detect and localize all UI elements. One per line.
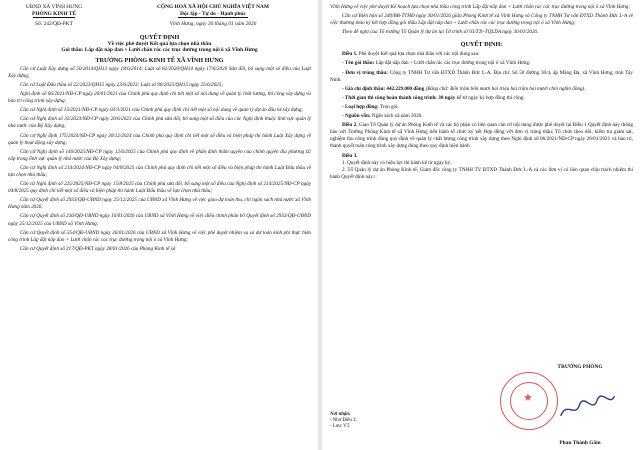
- price-in-words: (Bằng chữ: Bốn trăm bốn mươi hai triệu hai trăm hai mươi chín nghìn đồng).: [424, 85, 586, 92]
- document-page-right: [322, 0, 640, 450]
- price-line: [330, 86, 633, 93]
- legal-basis-item: Căn cứ Luật Xây dựng số 50/2014/QH13 ngày 18/6/2014; Luật số 62/2020/QH14 ngày 17/6/2020 Sửa đổi, bổ sung một số điều của Luật Xây dựng;: [8, 65, 311, 79]
- issuing-authority-block: [8, 4, 100, 28]
- stamp-star-icon: ★: [523, 392, 533, 404]
- duration-label: - Thời gian thi công hoàn thành công trình: 30 ngày: [342, 94, 456, 101]
- article-1: [330, 51, 633, 58]
- article-3-item-1: 1. Quyết định này có hiệu lực thi hành kể từ ngày ký.: [342, 159, 452, 166]
- handwritten-signature: [556, 392, 619, 426]
- legal-basis-list: [8, 66, 311, 253]
- legal-basis-item: Căn cứ Nghị định số 15/2021/NĐ-CP ngày 03/3/2021 của Chính phủ quy định chi tiết một số nội dung về quản lý dự án đầu tư xây dựng;: [20, 107, 304, 114]
- legal-basis-item: Căn cứ Quyết định số 216/QĐ-UBND ngày 16/01/2026 của UBND xã Vĩnh Hưng về việc điều chỉnh phân bổ Quyết định số 2933/QĐ-UBND ngày 25/12/2025 của UBND xã Vĩnh Hưng;: [8, 213, 311, 227]
- recipient-item: - Lưu: VT.: [330, 424, 351, 429]
- winner-line: [330, 70, 633, 84]
- package-name-line: [330, 60, 633, 67]
- decision-subject-line-2: Gói thầu: Lắp đặt nắp đan + Lưới chắn rác các trục đường trong nội ô xã Vĩnh Hưng: [61, 47, 258, 54]
- issuer-heading: TRƯỞNG PHÒNG KINH TẾ XÃ VĨNH HƯNG: [95, 56, 224, 64]
- article-3: [330, 153, 633, 160]
- funding-value: Ngân sách xã năm 2026.: [370, 113, 423, 120]
- document-header: [8, 4, 311, 28]
- decision-heading: QUYẾT ĐỊNH:: [460, 41, 503, 49]
- article-1-text: Phê duyệt Kết quả lựa chọn nhà thầu với các nội dung sau:: [357, 51, 480, 58]
- contract-type-value: Trọn gói.: [378, 103, 399, 110]
- decision-subject-line-1: Về việc phê duyệt Kết quả lựa chọn nhà thầu: [107, 40, 212, 47]
- legal-basis-item: Căn cứ Luật Đấu thầu số 22/2023/QH15 ngày 23/6/2023; Luật số 90/2025/QH15 ngày 25/6/2025;: [20, 81, 224, 88]
- package-value: Lắp đặt nắp đan + Lưới chắn rác các trục đường trong nội ô xã Vĩnh Hưng.: [374, 60, 531, 67]
- signer-name: Phan Thành Gấm: [559, 440, 601, 446]
- article-2: [330, 122, 633, 150]
- article-2-text: Giao Tổ Quản lý dự án Phòng Kinh tế và các bộ phận có liên quan căn cứ nội dung được phê duyệt tại Điều 1 Quyết định này thông báo với Trưởng Phòng Kinh tế xã Vĩnh Hưng tiến hành tổ chức ký kết Hợp đồng với đơn vị trúng thầu; Tổ chức theo dõi, kiểm tra giám sát, nghiệm thu công trình đúng quy định về quản lý chất lượng công trình xây dựng theo Nghị định số 06/2021/NĐ-CP ngày 26/01/2021 và bảo trì, thanh quyết toán công trình xây dựng đúng theo quy định hiện hành.: [330, 122, 633, 150]
- legal-basis-item: Căn cứ Quyết định số 354/QĐ-UBND ngày 26/01/2026 của UBND xã Vĩnh Hưng về việc phê duyệt nhiệm vụ và dự toán kinh phí thực hiện công trình Lắp đặt nắp đan + Lưới chắn rác các trục đường trong nội ô xã Vĩnh Hưng;: [8, 229, 311, 243]
- motto-underline: [178, 17, 248, 18]
- price-label: - Giá chi định thầu: 442.229.000 đồng: [342, 85, 425, 92]
- winner-label: - Đơn vị trúng thầu:: [342, 69, 388, 76]
- legal-basis-continued: [330, 4, 633, 36]
- funding-line: [330, 113, 633, 120]
- legal-basis-item: Căn cứ Quyết định số 217/QĐ-PKT ngày 28/01/2026 của Phòng Kinh tế xã: [20, 245, 176, 252]
- national-header-block: [115, 4, 311, 28]
- signature-title: TRƯỞNG PHÒNG: [557, 364, 603, 370]
- funding-label: - Nguồn vốn:: [342, 113, 371, 120]
- legal-basis-item: Nghị định số 06/2021/NĐ-CP ngày 26/01/2021 của Chính phủ quy định chi tiết một số nội dung về quản lý chất lượng, thi công xây dựng và bảo trì công trình xây dựng;: [8, 91, 311, 105]
- document-number: Số: 242/QĐ-PKT: [35, 21, 73, 28]
- official-stamp: [500, 372, 558, 430]
- article-1-label: Điều 1.: [342, 51, 358, 58]
- legal-basis-item: Căn cứ Nghị định số 35/2023/NĐ-CP ngày 20/6/2023 của Chính phủ sửa đổi, bổ sung một số điều của các Nghị định thuộc lĩnh vực quản lý nhà nước của Bộ Xây dựng;: [8, 116, 311, 130]
- legal-basis-item: Căn cứ Quyết định số 2933/QĐ-UBND ngày 25/12/2025 của UBND xã Vĩnh Hưng về việc giao dự toán thu, chi ngân sách nhà nước xã Vĩnh Hưng năm 2026;: [8, 197, 311, 211]
- package-label: - Tên gói thầu:: [342, 60, 375, 67]
- decision-title: QUYẾT ĐỊNH: [139, 33, 180, 41]
- recipient-item: - Như Điều 3;: [330, 418, 357, 423]
- department-name: PHÒNG KINH TẾ: [32, 10, 76, 17]
- article-3-item-2: 2. Tổ Quản lý dự án Phòng Kinh tế, Giám đốc công ty TNHH TV ĐTXD Thành Đức L-A và các đơn vị có liên quan chịu trách nhiệm thi hành Quyết định này./.: [330, 166, 633, 180]
- national-motto: Độc lập - Tự do - Hạnh phúc: [180, 10, 246, 17]
- contract-type-label: - Loại hợp đồng:: [342, 103, 379, 110]
- recipients-label: Nơi nhận:: [330, 412, 351, 417]
- legal-basis-item: Vĩnh Hưng về việc phê duyệt Kế hoạch lựa chọn nhà thầu công trình Lắp đặt nắp đan + Lưới chắn rác các trục đường trong nội ô xã Vĩnh Hưng;: [330, 4, 631, 10]
- signature-scribble-icon: [556, 392, 618, 422]
- contract-type-line: [330, 104, 633, 111]
- duration-line: [330, 95, 633, 102]
- country-name: CỘNG HOÀ XÃ HỘI CHỦ NGHĨA VIỆT NAM: [157, 4, 269, 10]
- legal-basis-item: Căn cứ Nghị định số 214/2024/NĐ-CP ngày 04/8/2025 của Chính phủ quy định chi tiết một số điều và biện pháp thi hành Luật Đấu thầu về lựa chọn nhà thầu;: [8, 164, 311, 178]
- document-page-left: [0, 0, 318, 450]
- authority-name: UBND XÃ VĨNH HƯNG: [25, 4, 83, 10]
- header-underline: [33, 17, 75, 18]
- winner-value: Công ty TNHH Tư vấn ĐTXD Thành Đức L-A. Địa chỉ: Số 50 đường 30/4, ấp Mãng Đa, xã Vĩnh Hưng, tỉnh Tây Ninh.: [330, 69, 633, 83]
- legal-basis-item: Căn cứ Nghị định số 225/2025/NĐ-CP ngày 15/8/2025 của Chính phủ sửa đổi, bổ sung một số điều của Nghị định số 214/2025/NĐ-CP ngày 04/8/2025 quy định chi tiết một số điều và biện pháp thi hành Luật Đấu thầu về lựa chọn nhà thầu;: [8, 181, 311, 195]
- duration-text: kể từ ngày ký hợp đồng thi công.: [455, 94, 525, 101]
- legal-basis-item: Căn cứ Biên bản số 240/BB-TTHĐ ngày 30/01/2026 giữa Phòng Kinh tế xã Vĩnh Hưng và Công ty TNHH Tư vấn ĐTXD Thành Đức L-A về việc thương thảo ký kết hợp đồng gói thầu Lắp đặt nắp đan + Lưới chắn rác các trục đường trong nội ô xã Vĩnh Hưng;: [330, 13, 633, 27]
- place-date: Vĩnh Hưng, ngày 30 tháng 01 năm 2026: [169, 21, 257, 28]
- legal-basis-item: Theo đề nghị của Tổ trưởng Tổ Quản lý dự án tại Tờ trình số 03/TTr-TQLDA ngày 30/01/2026.: [342, 29, 539, 36]
- recipients-block: [330, 412, 357, 430]
- article-2-label: Điều 2.: [342, 122, 358, 129]
- article-3-label: Điều 3.: [342, 152, 358, 159]
- legal-basis-item: Căn cứ Nghị định 175/2024/NĐ-CP ngày 30/12/2024 của Chính phủ quy định chi tiết một số điều và biện pháp thi hành Luật Xây dựng về quản lý hoạt động xây dựng;: [8, 132, 311, 146]
- legal-basis-item: Căn cứ Nghị định số 140/2025/NĐ-CP ngày 12/6/2025 của Chính phủ quy định về phân định thẩm quyền của chính quyền địa phương 02 cấp trong lĩnh vực quản lý nhà nước của Bộ Xây dựng;: [8, 148, 311, 162]
